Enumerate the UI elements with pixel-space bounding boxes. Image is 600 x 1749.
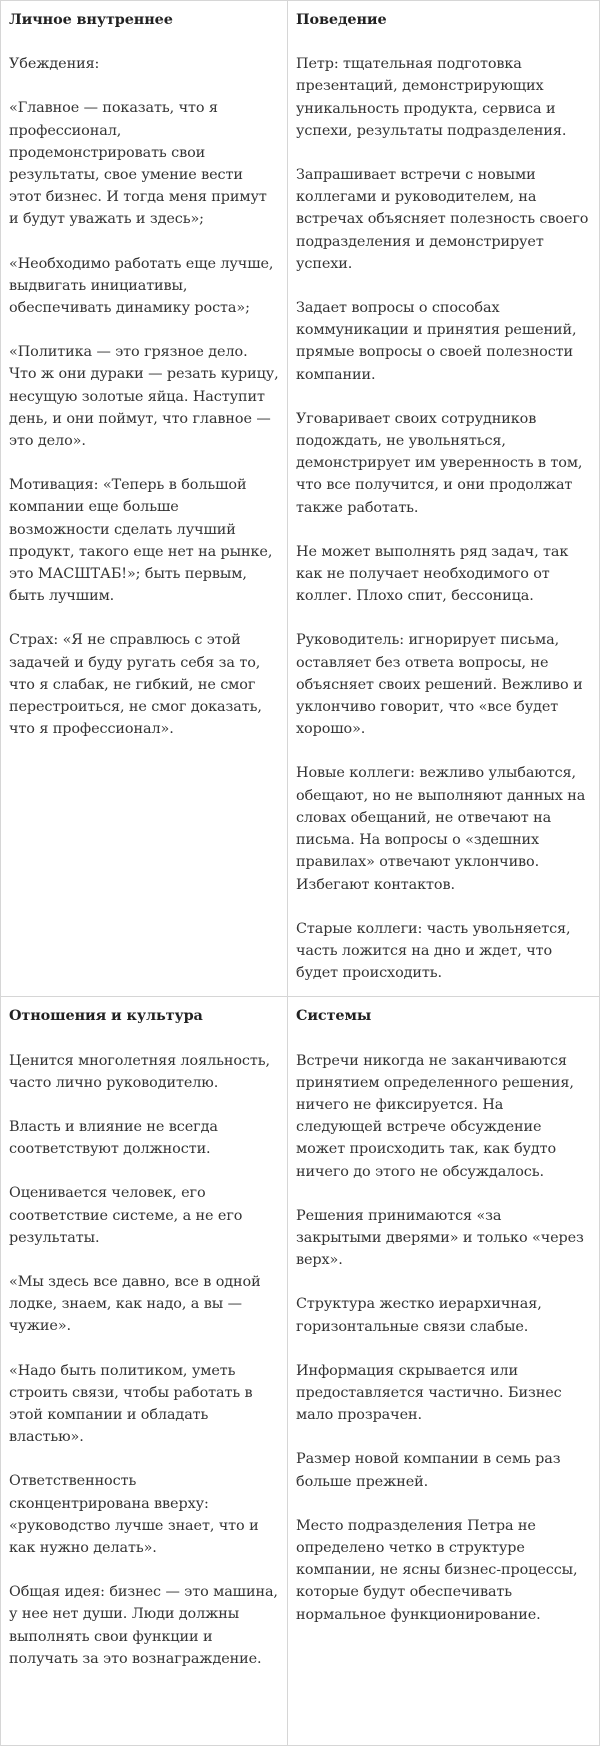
cell-personal xyxy=(1,1,288,997)
table-row xyxy=(1,997,600,1746)
paragraph: «Надо быть политиком, уметь строить связи, чтобы работать в этой компании и обладать властью». xyxy=(9,1362,253,1446)
paragraph: Руководитель: игнорирует письма, оставляет без ответа вопросы, не объясняет своих решений. Вежливо и уклончиво говорит, что «все будет хорошо». xyxy=(296,632,583,738)
paragraph: Не может выполнять ряд задач, так как не получает необходимого от коллег. Плохо спит, бессоница. xyxy=(296,543,569,605)
cell-behavior xyxy=(288,1,600,997)
paragraph: Ценится многолетняя лояльность, часто лично руководителю. xyxy=(9,1052,270,1091)
paragraph: Старые коллеги: часть увольняется, часть ложится на дно и ждет, что будет происходить. xyxy=(296,920,571,982)
cell-title: Отношения и культура xyxy=(9,1007,203,1025)
paragraph: Страх: «Я не справлюсь с этой задачей и буду ругать себя за то, что я слабак, не гибкий, не смог перестроиться, не смог доказать, что я профессионал». xyxy=(9,632,262,738)
paragraph: Уговаривает своих сотрудников подождать, не увольняться, демонстрирует им уверенность в том, что все получится, и они продолжат также работать. xyxy=(296,410,583,516)
paragraph: Информация скрывается или предоставляется частично. Бизнес мало прозрачен. xyxy=(296,1362,562,1424)
paragraph: Убеждения: xyxy=(9,56,100,73)
paragraph: «Необходимо работать еще лучше, выдвигать инициативы, обеспечивать динамику роста»; xyxy=(9,255,274,317)
paragraph: Новые коллеги: вежливо улыбаются, обещают, но не выполняют данных на словах обещаний, не отвечают на письма. На вопросы о «здешних правилах» отвечают уклончиво. Избегают контактов. xyxy=(296,765,586,893)
paragraph: Место подразделения Петра не определено четко в структуре компании, не ясны бизнес-процессы, которые будут обеспечивать нормальное функционирование. xyxy=(296,1517,578,1623)
paragraph: Петр: тщательная подготовка презентаций, демонстрирующих уникальность продукта, сервиса и успехи, результаты подразделения. xyxy=(296,56,567,139)
paragraph: Общая идея: бизнес — это машина, у нее нет души. Люди должны выполнять свои функции и получать за это вознаграждение. xyxy=(9,1584,278,1667)
paragraph: Власть и влияние не всегда соответствуют должности. xyxy=(9,1118,218,1158)
paragraph: Оценивается человек, его соответствие системе, а не его результаты. xyxy=(9,1185,243,1246)
paragraph: Задает вопросы о способах коммуникации и принятия решений, прямые вопросы о своей полезности компании. xyxy=(296,300,577,383)
paragraph: Встречи никогда не заканчиваются принятием определенного решения, ничего не фиксируется. На следующей встрече обсуждение может происходить так, как будто ничего до этого не обсуждалось. xyxy=(296,1052,574,1180)
cell-title: Системы xyxy=(296,1007,372,1025)
cell-systems xyxy=(288,997,600,1746)
paragraph: Решения принимаются «за закрытыми дверями» и только «через верх». xyxy=(296,1207,584,1269)
paragraph: Мотивация: «Теперь в большой компании еще больше возможности сделать лучший продукт, такого еще нет на рынке, это МАСШТАБ!»; быть первым, быть лучшим. xyxy=(9,477,273,605)
cell-culture xyxy=(1,997,288,1746)
paragraph: Размер новой компании в семь раз больше прежней. xyxy=(296,1451,561,1490)
cell-title: Поведение xyxy=(296,11,387,28)
paragraph: «Мы здесь все давно, все в одной лодке, знаем, как надо, а вы — чужие». xyxy=(9,1273,261,1335)
table-row xyxy=(1,1,600,997)
paragraph: Запрашивает встречи с новыми коллегами и руководителем, на встречах объясняет полезность своего подразделения и демонстрирует успехи. xyxy=(296,167,589,272)
paragraph: «Политика — это грязное дело. Что ж они дураки — резать курицу, несущую золотые яйца. Наступит день, и они поймут, что главное — это дело». xyxy=(9,344,279,450)
paragraph: Ответственность сконцентрирована вверху: «руководство лучше знает, что и как нужно делать». xyxy=(9,1473,259,1556)
cell-title: Личное внутреннее xyxy=(9,11,173,28)
paragraph: «Главное — показать, что я профессионал, продемонстрировать свои результаты, свое умение вести этот бизнес. И тогда меня примут и будут уважать и здесь»; xyxy=(9,100,267,228)
paragraph: Структура жестко иерархичная, горизонтальные связи слабые. xyxy=(296,1296,542,1335)
